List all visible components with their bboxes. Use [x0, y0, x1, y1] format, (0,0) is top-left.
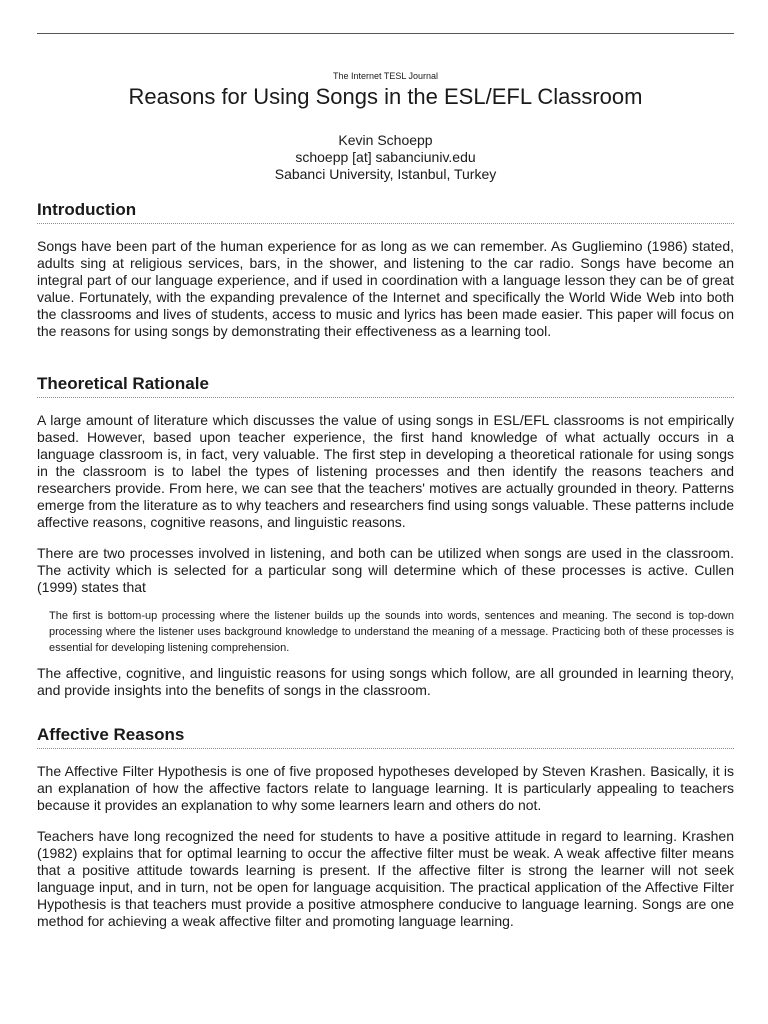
author-name: Kevin Schoepp [338, 132, 433, 148]
paragraph: Songs have been part of the human experience for as long as we can remember. As Gugliemino (1986) stated, adults sing at religious services, bars, in the shower, and listening to the car radio. Songs have become an integral part of our language experience, and if used in coordination with a language lesson they can be of great value. Fortunately, with the expanding prevalence of the Internet and specifically the World Wide Web into both the classrooms and lives of students, access to music and lyrics has been made easier. This paper will focus on the reasons for using songs by demonstrating their effectiveness as a learning tool. [37, 238, 734, 339]
author-affiliation: Sabanci University, Istanbul, Turkey [274, 166, 497, 182]
section-heading: Affective Reasons [37, 724, 734, 749]
block-quote: The first is bottom-up processing where the listener builds up the sounds into words, sentences and meaning. The second is top-down processing where the listener uses background knowledge to understand the meaning of a message. Practicing both of these processes is essential for developing listening comprehension. [49, 610, 734, 654]
paragraph: Teachers have long recognized the need for students to have a positive attitude in regard to learning. Krashen (1982) explains that for optimal learning to occur the affective filter must be weak. A weak affective filter means that a positive attitude towards learning is present. If the affective filter is strong the learner will not seek language input, and in turn, not be open for language acquisition. The practical application of the Affective Filter Hypothesis is that teachers must provide a positive atmosphere conducive to language learning. Songs are one method for achieving a weak affective filter and promoting language learning. [37, 828, 734, 929]
journal-name: The Internet TESL Journal [332, 71, 439, 81]
section-heading: Theoretical Rationale [37, 373, 734, 398]
author-email: schoepp [at] sabanciuniv.edu [295, 149, 476, 165]
paragraph: The Affective Filter Hypothesis is one of five proposed hypotheses developed by Steven Krashen. Basically, it is an explanation of how the affective factors relate to language learning. It is particularly appealing to teachers because it provides an explanation to why some learners learn and others do not. [37, 763, 734, 813]
section-theoretical-rationale [37, 373, 734, 699]
paragraph: A large amount of literature which discusses the value of using songs in ESL/EFL classrooms is not empirically based. However, based upon teacher experience, the first hand knowledge of what actually occurs in a language classroom is, in fact, very valuable. The first step in developing a theoretical rationale for using songs in the classroom is to label the types of listening processes and then identify the reasons teachers and researchers provide. From here, we can see that the teachers' motives are actually grounded in theory. Patterns emerge from the literature as to why teachers and researchers find using songs valuable. These patterns include affective reasons, cognitive reasons, and linguistic reasons. [37, 412, 735, 530]
paragraph: The affective, cognitive, and linguistic reasons for using songs which follow, are all grounded in learning theory, and provide insights into the benefits of songs in the classroom. [37, 665, 734, 698]
paragraph: There are two processes involved in listening, and both can be utilized when songs are used in the classroom. The activity which is selected for a particular song will determine which of these processes is active. Cullen (1999) states that [37, 545, 734, 595]
top-rule [37, 33, 734, 34]
section-affective-reasons [37, 724, 734, 930]
author-block [37, 132, 734, 183]
section-introduction [37, 199, 734, 340]
section-heading: Introduction [37, 199, 734, 224]
paper-title: Reasons for Using Songs in the ESL/EFL Classroom [128, 84, 643, 109]
